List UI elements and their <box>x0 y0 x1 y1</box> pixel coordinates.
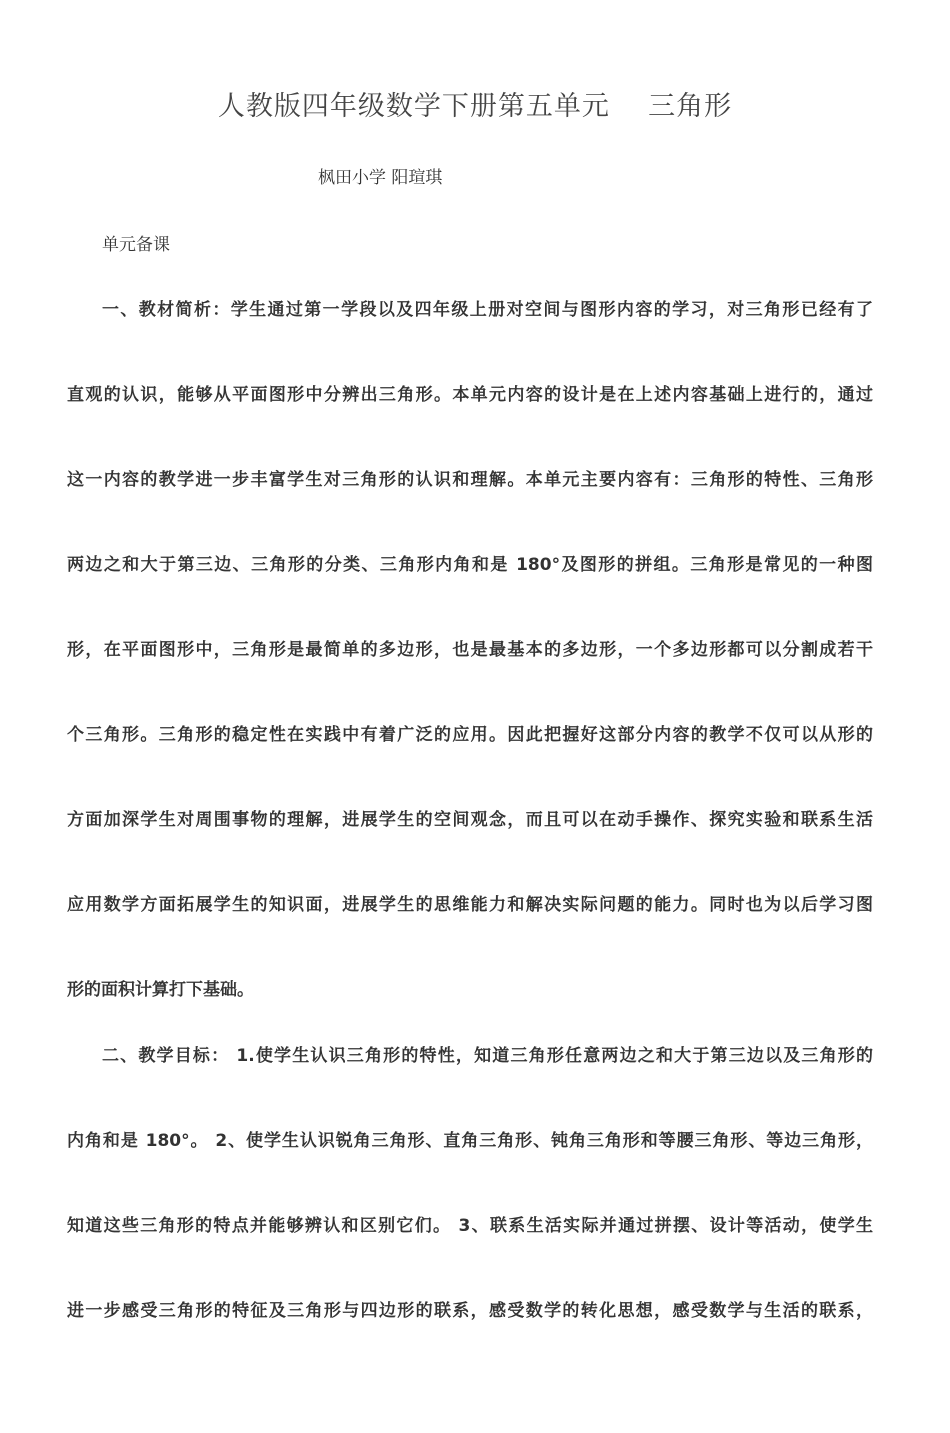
paragraph-line: 进一步感受三角形的特征及三角形与四边形的联系，感受数学的转化思想，感受数学与生活的联系， <box>67 1301 873 1321</box>
paragraph-line: 方面加深学生对周围事物的理解，进展学生的空间观念，而且可以在动手操作、探究实验和联系生活 <box>67 810 873 830</box>
paragraph-line: 个三角形。三角形的稳定性在实践中有着广泛的应用。因此把握好这部分内容的教学不仅可以从形的 <box>67 725 873 745</box>
paragraph-line: 内角和是 180°。 2、使学生认识锐角三角形、直角三角形、钝角三角形和等腰三角形、等边三角形， <box>67 1131 873 1151</box>
paragraph-line: 知道这些三角形的特点并能够辨认和区别它们。 3、联系生活实际并通过拼摆、设计等活动，使学生 <box>67 1216 873 1236</box>
paragraph-line: 直观的认识，能够从平面图形中分辨出三角形。本单元内容的设计是在上述内容基础上进行的，通过 <box>67 385 873 405</box>
paragraph-line: 一、教材简析：学生通过第一学段以及四年级上册对空间与图形内容的学习，对三角形已经有了 <box>102 300 873 320</box>
author-line: 枫田小学 阳瑄琪 <box>318 168 443 188</box>
paragraph-line: 这一内容的教学进一步丰富学生对三角形的认识和理解。本单元主要内容有：三角形的特性、三角形 <box>67 470 873 490</box>
document-title: 人教版四年级数学下册第五单元 三角形 <box>217 91 733 122</box>
section-label: 单元备课 <box>102 235 170 255</box>
paragraph-line: 应用数学方面拓展学生的知识面，进展学生的思维能力和解决实际问题的能力。同时也为以后学习图 <box>67 895 873 915</box>
paragraph-line: 形的面积计算打下基础。 <box>67 980 254 1000</box>
paragraph-line: 两边之和大于第三边、三角形的分类、三角形内角和是 180°及图形的拼组。三角形是常见的一种图 <box>67 555 873 575</box>
paragraph-line: 形，在平面图形中，三角形是最简单的多边形，也是最基本的多边形，一个多边形都可以分割成若干 <box>67 640 873 660</box>
paragraph-line: 二、教学目标： 1.使学生认识三角形的特性，知道三角形任意两边之和大于第三边以及三角形的 <box>102 1046 873 1066</box>
